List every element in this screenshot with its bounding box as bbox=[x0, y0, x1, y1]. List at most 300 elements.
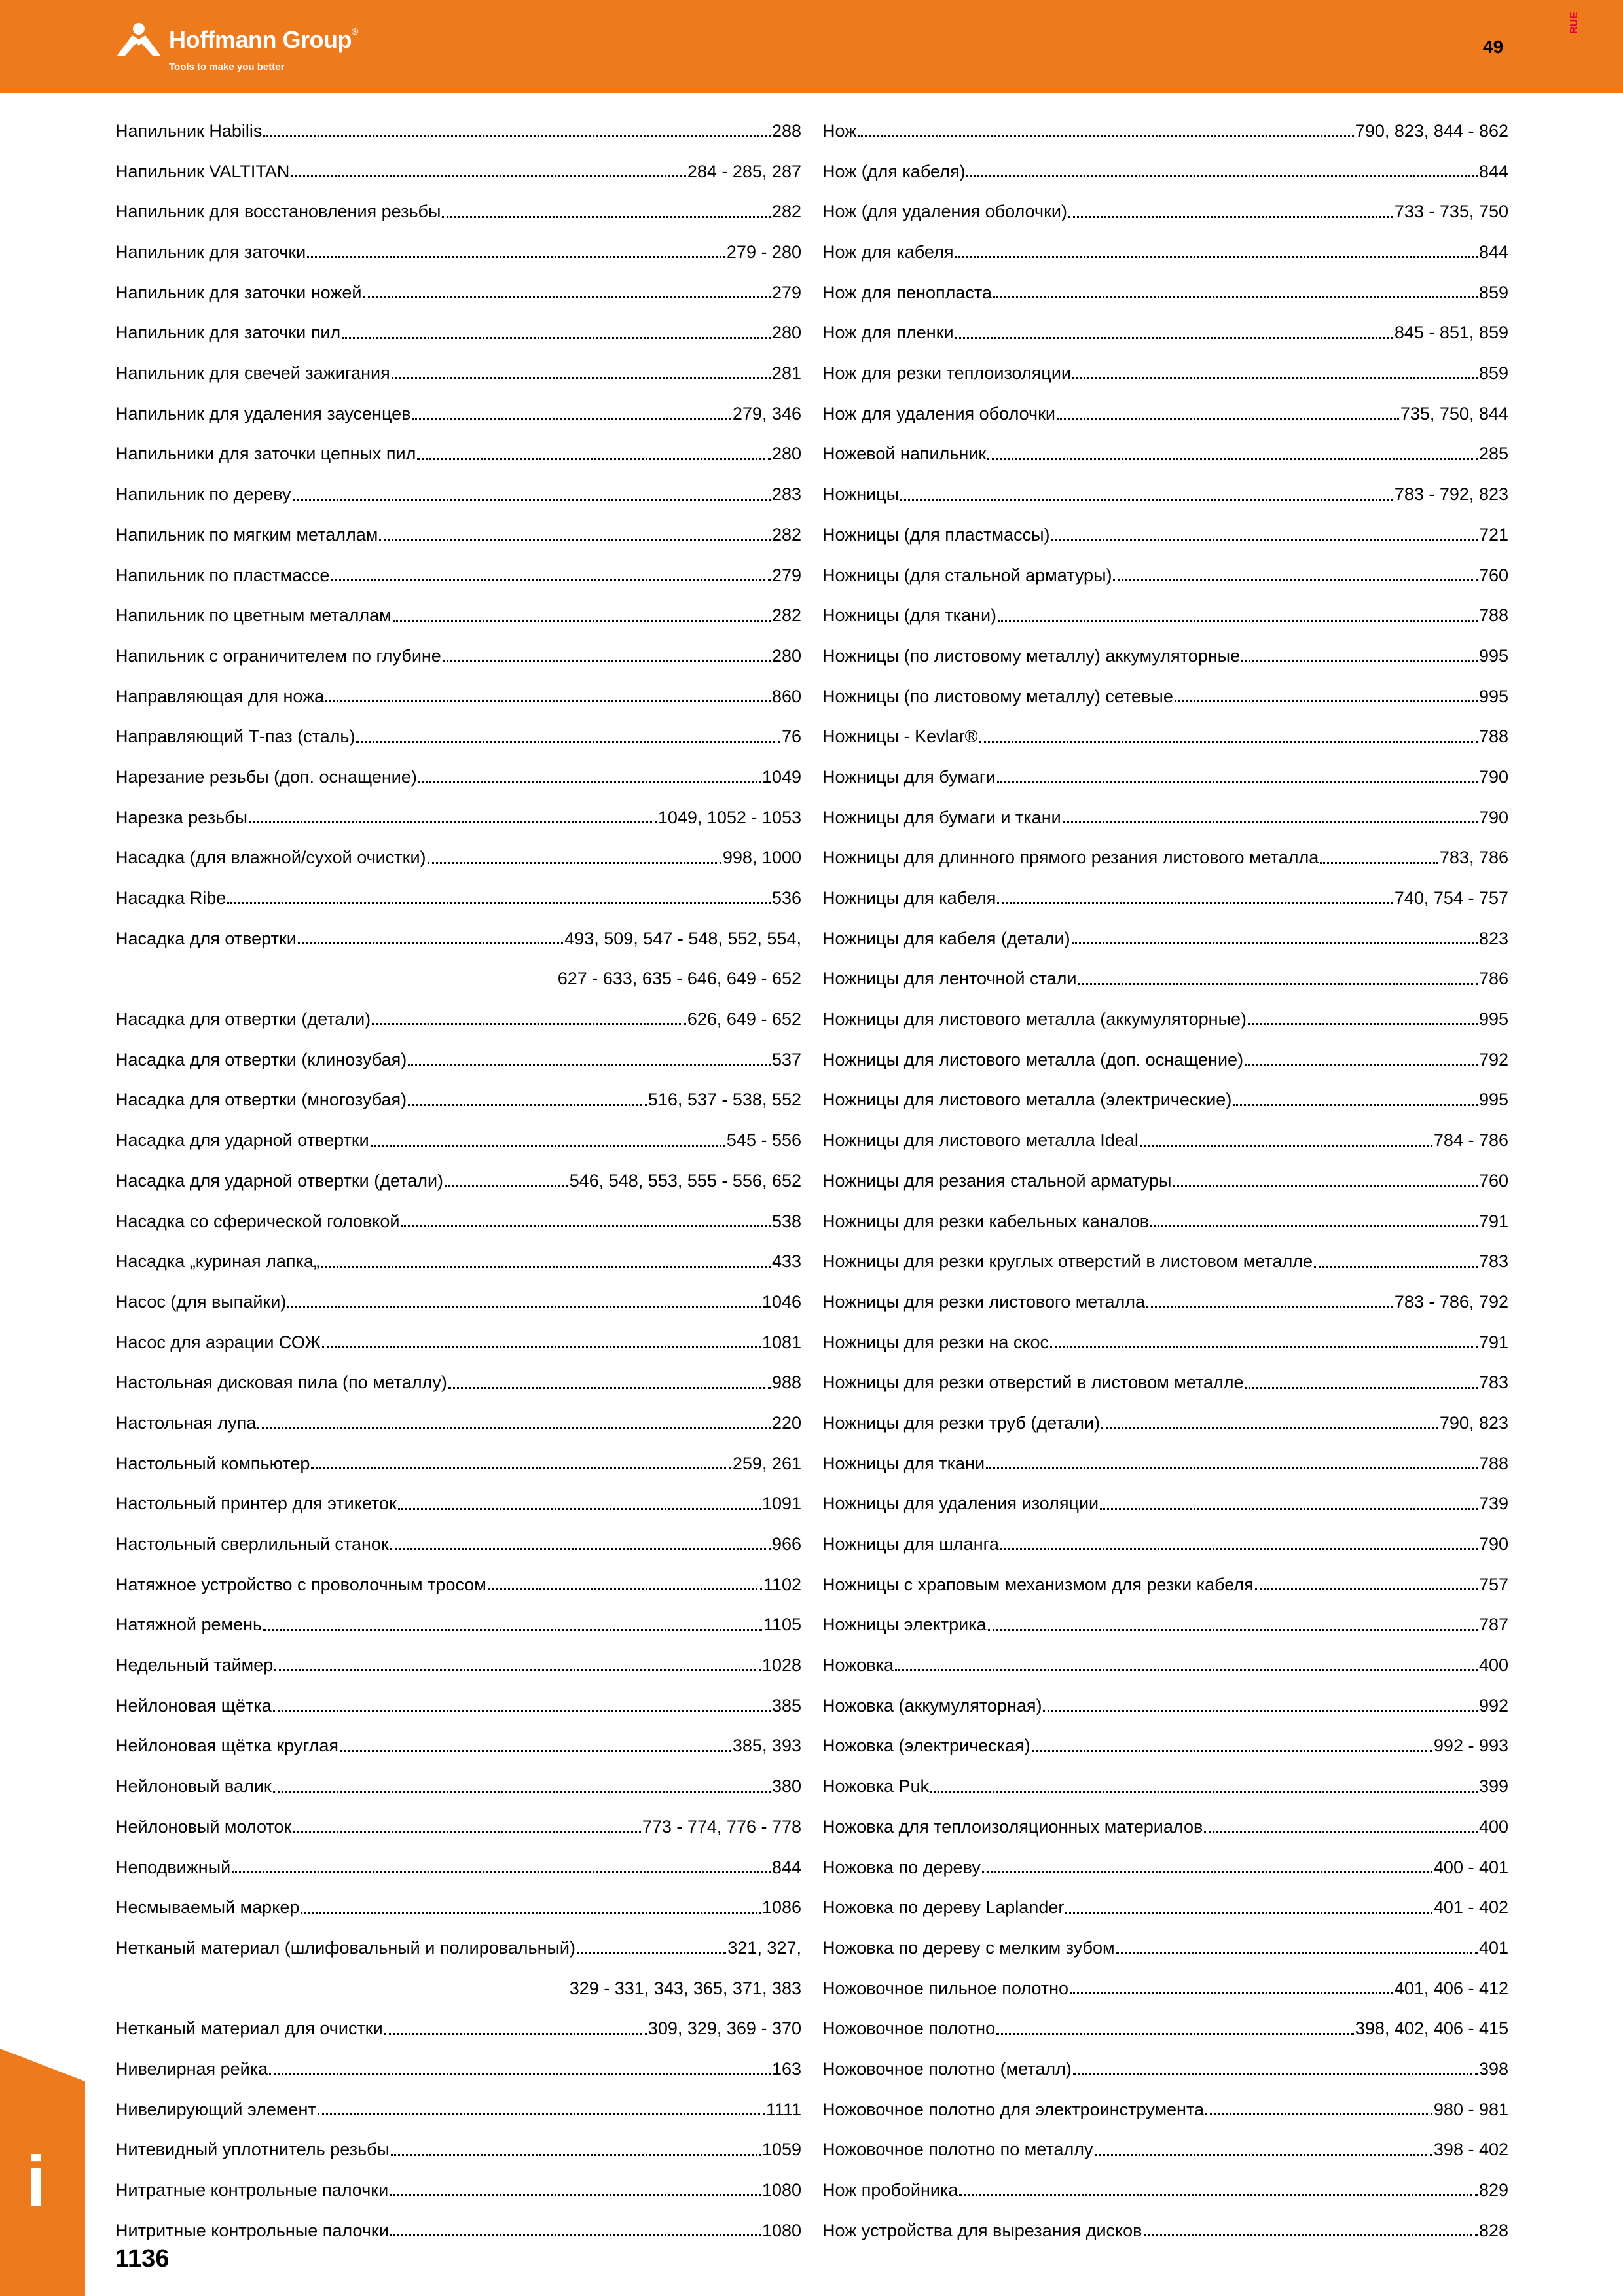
dot-leader bbox=[1065, 1912, 1432, 1914]
index-term: Нейлоновый валик bbox=[115, 1776, 272, 1797]
dot-leader bbox=[392, 377, 771, 379]
index-entry bbox=[822, 1727, 1508, 1767]
dot-leader bbox=[318, 2113, 765, 2115]
index-term: Ножницы (по листовому металлу) сетевые bbox=[822, 686, 1173, 706]
index-entry bbox=[115, 515, 801, 556]
index-term: Напильник с ограничителем по глубине bbox=[115, 645, 441, 666]
index-term: Напильник по мягким металлам bbox=[115, 524, 378, 545]
index-term: Нитевидный уплотнитель резьбы bbox=[115, 2140, 390, 2160]
index-pages: 536 bbox=[771, 888, 801, 908]
index-term: Напильник для удаления заусенцев bbox=[115, 403, 411, 423]
index-term: Настольная дисковая пила (по металлу) bbox=[115, 1372, 447, 1393]
index-entry bbox=[822, 1686, 1508, 1727]
dot-leader bbox=[390, 2234, 761, 2236]
dot-leader bbox=[1173, 1185, 1478, 1187]
index-entry bbox=[115, 878, 801, 919]
dot-leader bbox=[996, 2033, 1354, 2035]
index-term: Ножовка по дереву Laplander bbox=[822, 1897, 1065, 1918]
index-entry bbox=[115, 1524, 801, 1565]
dot-leader bbox=[986, 1467, 1478, 1469]
dot-leader bbox=[1320, 862, 1438, 864]
dot-leader bbox=[1072, 942, 1478, 944]
dot-leader bbox=[1113, 579, 1477, 581]
dot-leader bbox=[398, 1508, 761, 1510]
dot-leader bbox=[273, 1791, 771, 1793]
index-entry bbox=[822, 1484, 1508, 1524]
index-entry bbox=[822, 1767, 1508, 1807]
index-entry bbox=[822, 1928, 1508, 1969]
index-term: Настольный компьютер bbox=[115, 1453, 310, 1473]
dot-leader bbox=[1248, 1023, 1478, 1025]
index-entry bbox=[822, 1444, 1508, 1484]
dot-leader bbox=[232, 1871, 771, 1873]
index-pages: 829 bbox=[1478, 2180, 1508, 2200]
index-term: Ножовочное пильное полотно bbox=[822, 1978, 1069, 1998]
index-term: Ножницы с храповым механизмом для резки кабеля bbox=[822, 1574, 1254, 1594]
index-term: Ножницы (для ткани) bbox=[822, 605, 997, 626]
index-pages: 279, 346 bbox=[732, 403, 801, 423]
index-term: Неподвижный bbox=[115, 1857, 231, 1877]
index-pages: 783 - 786, 792 bbox=[1394, 1291, 1508, 1312]
dot-leader bbox=[1073, 2073, 1478, 2075]
index-term: Ножовка (аккумуляторная) bbox=[822, 1695, 1042, 1715]
index-entry bbox=[822, 1565, 1508, 1605]
index-pages: 773 - 774, 776 - 778 bbox=[642, 1816, 801, 1837]
index-term: Нетканый материал (шлифовальный и полировальный) bbox=[115, 1937, 576, 1958]
index-term: Натяжное устройство с проволочным тросом bbox=[115, 1574, 486, 1594]
index-pages: 844 bbox=[1478, 161, 1508, 181]
index-term: Напильник по пластмассе bbox=[115, 565, 330, 585]
dot-leader bbox=[1078, 983, 1478, 985]
dot-leader bbox=[418, 781, 761, 783]
index-entry bbox=[115, 1282, 801, 1323]
index-term: Напильник по цветным металлам bbox=[115, 605, 392, 626]
index-pages: 1028 bbox=[761, 1655, 801, 1676]
index-entry bbox=[822, 878, 1508, 919]
index-pages: 288 bbox=[771, 120, 801, 141]
dot-leader bbox=[384, 2033, 647, 2035]
index-term: Ножницы для бумаги и ткани bbox=[822, 807, 1061, 827]
index-entry bbox=[115, 1242, 801, 1282]
dot-leader bbox=[1245, 1064, 1478, 1066]
dot-leader bbox=[356, 741, 780, 743]
index-entry bbox=[115, 232, 801, 273]
index-pages: 76 bbox=[781, 726, 801, 747]
dot-leader bbox=[1057, 418, 1399, 420]
index-term: Настольный принтер для этикеток bbox=[115, 1494, 397, 1514]
index-entry bbox=[115, 919, 801, 960]
dot-leader bbox=[930, 1791, 1478, 1793]
index-entry bbox=[822, 838, 1508, 878]
index-pages: 760 bbox=[1478, 1170, 1508, 1191]
index-pages: 844 bbox=[771, 1857, 801, 1877]
index-entry bbox=[822, 919, 1508, 960]
index-pages: 493, 509, 547 - 548, 552, 554, bbox=[564, 928, 801, 948]
index-term: Ножницы электрика bbox=[822, 1615, 987, 1635]
index-entry bbox=[115, 1081, 801, 1121]
dot-leader bbox=[1051, 539, 1478, 541]
index-term: Напильник для заточки пил bbox=[115, 323, 341, 343]
index-entry bbox=[822, 515, 1508, 556]
index-entry bbox=[115, 2090, 801, 2130]
index-entry bbox=[822, 999, 1508, 1040]
dot-leader bbox=[993, 296, 1478, 298]
index-term: Нож bbox=[822, 120, 857, 141]
dot-leader bbox=[1116, 1952, 1478, 1954]
index-entry bbox=[115, 475, 801, 515]
index-pages: 1049, 1052 - 1053 bbox=[657, 807, 801, 827]
dot-leader bbox=[379, 539, 771, 541]
dot-leader bbox=[959, 2194, 1478, 2196]
index-pages: 790 bbox=[1478, 766, 1508, 787]
index-entry bbox=[822, 1081, 1508, 1121]
index-pages: 281 bbox=[771, 363, 801, 384]
dot-leader bbox=[1063, 821, 1478, 823]
index-term: Насадка Ribe bbox=[115, 888, 227, 908]
index-term: Ножовка (электрическая) bbox=[822, 1736, 1030, 1756]
index-term: Ножницы для удаления изоляции bbox=[822, 1494, 1099, 1514]
index-term: Ножевой напильник bbox=[822, 444, 987, 464]
index-entry bbox=[115, 1484, 801, 1524]
dot-leader bbox=[371, 1145, 725, 1147]
index-pages: 282 bbox=[771, 524, 801, 545]
page-header bbox=[0, 0, 1623, 93]
index-entry bbox=[822, 1403, 1508, 1444]
index-term: Ножницы для резки круглых отверстий в листовом металле bbox=[822, 1251, 1313, 1272]
dot-leader bbox=[997, 902, 1393, 904]
index-term: Ножовка по дереву bbox=[822, 1857, 981, 1877]
index-pages: 280 bbox=[771, 323, 801, 343]
index-pages: 783 - 792, 823 bbox=[1394, 484, 1508, 505]
index-entry bbox=[822, 2049, 1508, 2090]
index-entry bbox=[822, 1969, 1508, 2009]
index-entry bbox=[822, 1242, 1508, 1282]
index-term: Нож (для кабеля) bbox=[822, 161, 966, 181]
index-pages: 995 bbox=[1478, 1090, 1508, 1110]
index-entry bbox=[115, 1767, 801, 1807]
index-entry bbox=[115, 313, 801, 353]
index-pages: 282 bbox=[771, 202, 801, 222]
index-entry bbox=[115, 1565, 801, 1605]
dot-leader bbox=[408, 1104, 647, 1106]
dot-leader bbox=[293, 499, 771, 501]
index-entry bbox=[115, 1888, 801, 1928]
dot-leader bbox=[979, 741, 1478, 743]
dot-leader bbox=[1205, 2113, 1432, 2115]
index-entry bbox=[115, 1323, 801, 1363]
dot-leader bbox=[1140, 1145, 1432, 1147]
dot-leader bbox=[1101, 1427, 1438, 1429]
index-entry bbox=[822, 757, 1508, 798]
dot-leader bbox=[1255, 1588, 1478, 1590]
index-entry bbox=[822, 313, 1508, 353]
dot-leader bbox=[340, 1750, 731, 1752]
index-pages: 860 bbox=[771, 686, 801, 706]
index-entry bbox=[822, 636, 1508, 677]
index-entry bbox=[115, 1727, 801, 1767]
index-pages: 546, 548, 553, 555 - 556, 652 bbox=[569, 1170, 801, 1191]
dot-leader bbox=[363, 296, 771, 298]
dot-leader bbox=[1072, 377, 1478, 379]
index-pages: 1111 bbox=[765, 2099, 801, 2119]
index-pages-continuation: 329 - 331, 343, 365, 371, 383 bbox=[569, 1978, 801, 1998]
index-pages-continuation: 627 - 633, 635 - 646, 649 - 652 bbox=[557, 969, 801, 989]
index-term: Нарезание резьбы (доп. оснащение) bbox=[115, 766, 417, 787]
index-term: Нож для кабеля bbox=[822, 242, 954, 262]
index-pages: 757 bbox=[1478, 1574, 1508, 1594]
dot-leader bbox=[955, 337, 1393, 339]
index-term: Настольная лупа bbox=[115, 1412, 257, 1433]
dot-leader bbox=[342, 337, 771, 339]
index-entry bbox=[822, 1121, 1508, 1161]
dot-leader bbox=[307, 256, 725, 258]
dot-leader bbox=[408, 1064, 771, 1066]
index-entry bbox=[115, 1121, 801, 1161]
index-pages: 791 bbox=[1478, 1332, 1508, 1352]
index-pages: 283 bbox=[771, 484, 801, 505]
index-pages: 516, 537 - 538, 552 bbox=[647, 1090, 801, 1110]
index-entry bbox=[822, 1605, 1508, 1645]
index-pages: 998, 1000 bbox=[722, 848, 801, 868]
index-term: Ножницы (для пластмассы) bbox=[822, 524, 1050, 545]
index-pages: 1102 bbox=[763, 1574, 801, 1594]
dot-leader bbox=[1175, 700, 1478, 702]
index-pages: 537 bbox=[771, 1049, 801, 1069]
index-entry bbox=[115, 1645, 801, 1686]
index-entry bbox=[822, 232, 1508, 273]
index-term: Напильник Habilis bbox=[115, 120, 263, 141]
index-term: Нарезка резьбы bbox=[115, 807, 248, 827]
dot-leader bbox=[311, 1467, 731, 1469]
index-entry bbox=[822, 475, 1508, 515]
index-term: Ножницы - Kevlar® bbox=[822, 726, 978, 747]
index-pages: 995 bbox=[1478, 1009, 1508, 1030]
index-pages: 385, 393 bbox=[732, 1736, 801, 1756]
index-pages: 783, 786 bbox=[1439, 848, 1508, 868]
index-term: Нейлоновая щётка bbox=[115, 1695, 272, 1715]
index-pages: 1049 bbox=[761, 766, 801, 787]
dot-leader bbox=[858, 135, 1354, 137]
index-entry bbox=[115, 596, 801, 636]
index-entry bbox=[822, 1202, 1508, 1242]
index-term: Ножницы для ленточной стали bbox=[822, 969, 1077, 989]
index-entry bbox=[822, 152, 1508, 192]
index-term: Ножницы для резки листового металла bbox=[822, 1291, 1146, 1312]
dot-leader bbox=[322, 1346, 761, 1348]
index-pages: 433 bbox=[771, 1251, 801, 1272]
dot-leader bbox=[291, 175, 685, 177]
index-entry bbox=[115, 1403, 801, 1444]
index-term: Ножницы для кабеля bbox=[822, 888, 996, 908]
dot-leader bbox=[997, 781, 1478, 783]
index-entry bbox=[822, 1888, 1508, 1928]
index-pages: 790 bbox=[1478, 1534, 1508, 1554]
logo-tagline: Tools to make you better bbox=[169, 62, 285, 73]
index-pages: 740, 754 - 757 bbox=[1394, 888, 1508, 908]
index-entry bbox=[822, 1848, 1508, 1888]
dot-leader bbox=[955, 256, 1477, 258]
language-code: RUE bbox=[1569, 12, 1580, 34]
index-pages: 279 bbox=[771, 282, 801, 302]
index-term: Ножницы для листового металла (доп. оснащение) bbox=[822, 1049, 1244, 1069]
index-entry bbox=[115, 1040, 801, 1081]
index-term: Напильник для заточки bbox=[115, 242, 306, 262]
dot-leader bbox=[428, 862, 721, 864]
index-term: Ножовка по дереву с мелким зубом bbox=[822, 1937, 1115, 1958]
index-entry bbox=[115, 192, 801, 232]
index-term: Нож устройства для вырезания дисков bbox=[822, 2220, 1142, 2240]
index-entry bbox=[822, 353, 1508, 394]
index-pages: 966 bbox=[771, 1534, 801, 1554]
index-column-left bbox=[115, 111, 801, 2251]
index-pages: 760 bbox=[1478, 565, 1508, 585]
index-term: Натяжной ремень bbox=[115, 1615, 263, 1635]
index-pages: 400 bbox=[1478, 1655, 1508, 1676]
index-entry bbox=[822, 596, 1508, 636]
dot-leader bbox=[301, 1912, 761, 1914]
index-entry bbox=[115, 353, 801, 394]
index-term: Ножницы для резки труб (детали) bbox=[822, 1412, 1101, 1433]
dot-leader bbox=[982, 1871, 1432, 1873]
index-term: Ножницы для длинного прямого резания листового металла bbox=[822, 848, 1319, 868]
index-term: Насос для аэрации СОЖ bbox=[115, 1332, 321, 1352]
dot-leader bbox=[269, 2073, 771, 2075]
dot-leader bbox=[577, 1952, 726, 1954]
index-entry bbox=[115, 636, 801, 677]
dot-leader bbox=[1233, 1104, 1478, 1106]
index-term: Нож для резки теплоизоляции bbox=[822, 363, 1071, 384]
logo-text: Hoffmann Group® bbox=[169, 26, 358, 53]
dot-leader bbox=[1070, 1992, 1393, 1994]
index-entry bbox=[115, 556, 801, 596]
index-entry bbox=[822, 959, 1508, 999]
index-pages: 321, 327, bbox=[727, 1937, 801, 1958]
index-entry bbox=[115, 152, 801, 192]
index-pages: 309, 329, 369 - 370 bbox=[647, 2018, 801, 2039]
index-term: Насадка со сферической головкой bbox=[115, 1211, 400, 1231]
dot-leader bbox=[443, 660, 771, 662]
dot-leader bbox=[1068, 216, 1393, 218]
index-pages: 784 - 786 bbox=[1433, 1130, 1508, 1151]
section-page-number: 49 bbox=[1483, 37, 1504, 57]
index-pages: 380 bbox=[771, 1776, 801, 1797]
index-pages: 788 bbox=[1478, 1453, 1508, 1473]
index-pages: 538 bbox=[771, 1211, 801, 1231]
dot-leader bbox=[331, 579, 771, 581]
dot-leader bbox=[412, 418, 731, 420]
dot-leader bbox=[257, 1427, 771, 1429]
dot-leader bbox=[1314, 1266, 1478, 1268]
index-pages: 786 bbox=[1478, 969, 1508, 989]
dot-leader bbox=[1144, 2234, 1478, 2236]
index-entry bbox=[822, 2211, 1508, 2251]
index-pages: 280 bbox=[771, 645, 801, 666]
index-entry bbox=[822, 1645, 1508, 1686]
index-pages: 859 bbox=[1478, 282, 1508, 302]
index-term: Насадка для ударной отвертки bbox=[115, 1130, 369, 1151]
dot-leader bbox=[1204, 1831, 1478, 1833]
dot-leader bbox=[966, 175, 1477, 177]
index-pages: 1091 bbox=[761, 1494, 801, 1514]
index-term: Нетканый материал для очистки bbox=[115, 2018, 383, 2039]
index-pages: 401 - 402 bbox=[1433, 1897, 1508, 1918]
index-pages: 398 - 402 bbox=[1433, 2140, 1508, 2160]
index-entry bbox=[115, 1807, 801, 1848]
index-term: Насадка для отвертки (многозубая) bbox=[115, 1090, 407, 1110]
index-pages: 790, 823, 844 - 862 bbox=[1355, 120, 1508, 141]
index-entry bbox=[115, 1363, 801, 1403]
index-entry bbox=[822, 111, 1508, 152]
index-entry bbox=[822, 435, 1508, 475]
dot-leader bbox=[998, 620, 1478, 622]
index-pages: 980 - 981 bbox=[1433, 2099, 1508, 2119]
index-entry bbox=[822, 192, 1508, 232]
index-pages: 401 bbox=[1478, 1937, 1508, 1958]
dot-leader bbox=[1032, 1750, 1432, 1752]
index-pages: 721 bbox=[1478, 524, 1508, 545]
index-pages: 1081 bbox=[761, 1332, 801, 1352]
index-term: Нож для удаления оболочки bbox=[822, 403, 1056, 423]
index-pages: 792 bbox=[1478, 1049, 1508, 1069]
dot-leader bbox=[227, 902, 771, 904]
index-pages: 400 - 401 bbox=[1433, 1857, 1508, 1877]
index-pages: 282 bbox=[771, 605, 801, 626]
index-term: Ножницы для листового металла (электрические) bbox=[822, 1090, 1232, 1110]
index-entry bbox=[822, 2170, 1508, 2211]
index-entry bbox=[115, 2009, 801, 2049]
index-term: Ножовочное полотно bbox=[822, 2018, 996, 2039]
dot-leader bbox=[298, 942, 563, 944]
dot-leader bbox=[263, 135, 771, 137]
index-term: Насадка (для влажной/сухой очистки) bbox=[115, 848, 426, 868]
index-pages: 1080 bbox=[761, 2220, 801, 2240]
index-term: Ножницы bbox=[822, 484, 900, 505]
dot-leader bbox=[442, 216, 771, 218]
index-pages: 995 bbox=[1478, 645, 1508, 666]
index-entry bbox=[115, 2049, 801, 2090]
dot-leader bbox=[1043, 1710, 1477, 1712]
index-entry bbox=[115, 838, 801, 878]
index-entry bbox=[115, 1444, 801, 1484]
index-term: Нож (для удаления оболочки) bbox=[822, 202, 1067, 222]
index-entry bbox=[822, 556, 1508, 596]
index-pages: 400 bbox=[1478, 1816, 1508, 1837]
index-entry bbox=[115, 435, 801, 475]
index-pages: 823 bbox=[1478, 928, 1508, 948]
index-term: Напильник для заточки ножей bbox=[115, 282, 362, 302]
index-pages: 284 - 285, 287 bbox=[687, 161, 801, 181]
index-entry bbox=[822, 798, 1508, 838]
index-entry bbox=[115, 999, 801, 1040]
index-term: Нитратные контрольные палочки bbox=[115, 2180, 389, 2200]
index-term: Ножницы для резки на скос bbox=[822, 1332, 1049, 1352]
dot-leader bbox=[1146, 1306, 1393, 1308]
dot-leader bbox=[390, 2194, 761, 2196]
index-term: Ножницы (по листовому металлу) аккумуляторные bbox=[822, 645, 1241, 666]
index-term: Нож пробойника bbox=[822, 2180, 958, 2200]
index-term: Ножовочное полотно (металл) bbox=[822, 2058, 1072, 2079]
index-term: Нож для пленки bbox=[822, 323, 954, 343]
index-entry bbox=[822, 2009, 1508, 2049]
dot-leader bbox=[417, 458, 771, 460]
index-entry bbox=[822, 394, 1508, 435]
index-term: Направляющий Т-паз (сталь) bbox=[115, 726, 356, 747]
index-entry bbox=[822, 1161, 1508, 1202]
index-pages: 828 bbox=[1478, 2220, 1508, 2240]
index-pages: 385 bbox=[771, 1695, 801, 1715]
index-term: Ножницы для кабеля (детали) bbox=[822, 928, 1070, 948]
index-pages: 1046 bbox=[761, 1291, 801, 1312]
